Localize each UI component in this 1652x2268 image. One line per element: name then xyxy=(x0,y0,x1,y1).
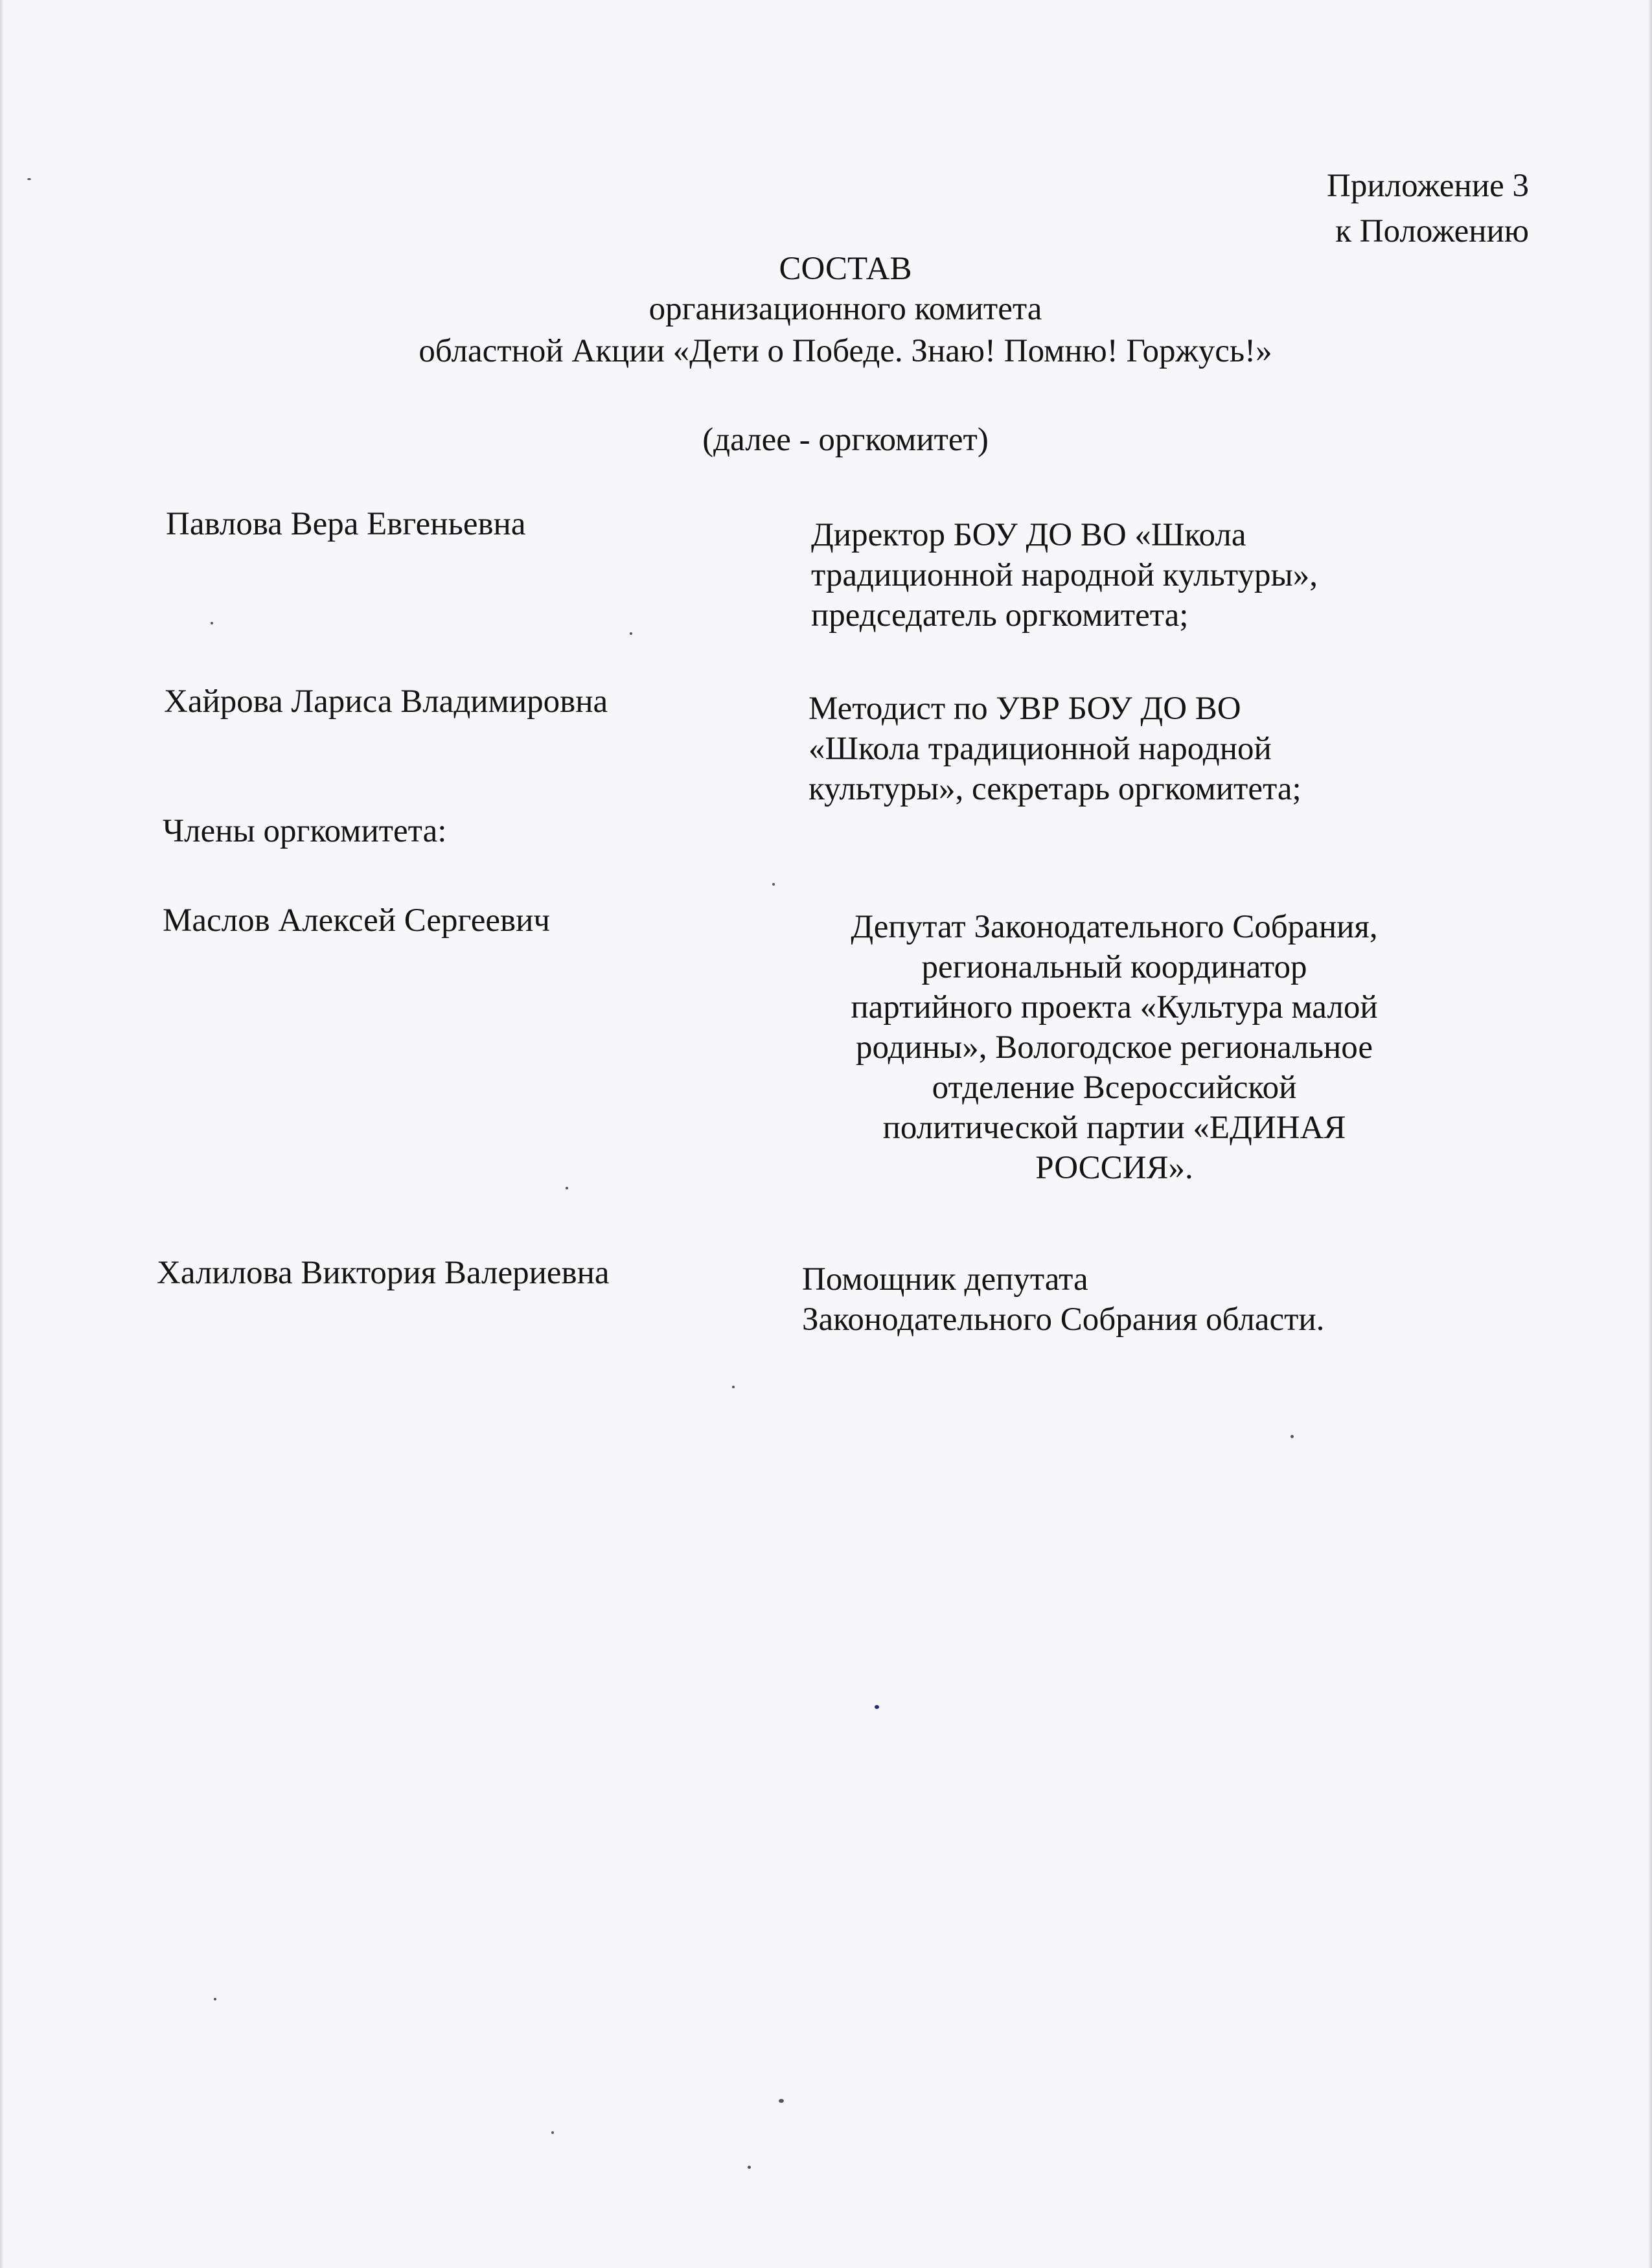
member-name-khalilova: Халилова Виктория Валериевна xyxy=(157,1255,610,1291)
scan-speck xyxy=(27,178,31,180)
role-line: Помощник депутата xyxy=(802,1261,1088,1298)
scan-speck xyxy=(748,2166,751,2169)
document-title: СОСТАВ xyxy=(779,251,912,287)
role-line: родины», Вологодское региональное xyxy=(855,1029,1373,1066)
scan-edge-left xyxy=(0,0,4,2268)
role-line: РОССИЯ». xyxy=(1035,1150,1193,1186)
scan-speck xyxy=(772,883,775,886)
role-line: политической партии «ЕДИНАЯ xyxy=(882,1110,1346,1146)
members-label: Члены оргкомитета: xyxy=(163,813,447,849)
role-line: партийного проекта «Культура малой xyxy=(851,989,1378,1025)
role-line: Депутат Законодательного Собрания, xyxy=(851,909,1378,945)
appendix-line-2: к Положению xyxy=(1335,213,1529,249)
heading-line-3: областной Акции «Дети о Победе. Знаю! Помню! Горжусь!» xyxy=(419,333,1272,369)
scan-speck xyxy=(211,622,213,624)
role-line: Директор БОУ ДО ВО «Школа xyxy=(811,517,1246,553)
member-role-pavlova xyxy=(811,515,1318,636)
member-name-pavlova: Павлова Вера Евгеньевна xyxy=(166,506,526,542)
role-line: культуры», секретарь оргкомитета; xyxy=(809,771,1302,807)
scan-speck xyxy=(551,2131,554,2134)
member-role-khairova xyxy=(809,689,1302,809)
appendix-line-1: Приложение 3 xyxy=(1327,168,1529,204)
scan-speck xyxy=(630,632,632,635)
role-line: отделение Всероссийской xyxy=(932,1070,1297,1106)
role-line: «Школа традиционной народной xyxy=(809,731,1272,767)
scan-speck xyxy=(566,1187,568,1189)
scan-speck xyxy=(779,2099,784,2103)
scan-edge-right xyxy=(1648,0,1652,2268)
member-name-maslov: Маслов Алексей Сергеевич xyxy=(163,902,551,939)
role-line: председатель оргкомитета; xyxy=(811,597,1189,634)
role-line: региональный координатор xyxy=(921,949,1307,985)
heading-line-4: (далее - оргкомитет) xyxy=(702,422,989,458)
scan-speck xyxy=(214,1998,216,2000)
role-line: Законодательного Собрания области. xyxy=(802,1301,1325,1338)
role-line: традиционной народной культуры», xyxy=(811,557,1318,593)
scan-speck xyxy=(875,1705,879,1709)
role-line: Методист по УВР БОУ ДО ВО xyxy=(809,691,1241,727)
member-name-khairova: Хайрова Лариса Владимировна xyxy=(164,683,608,720)
heading-line-2: организационного комитета xyxy=(648,291,1042,327)
member-role-maslov xyxy=(797,907,1432,1188)
scan-speck xyxy=(1291,1435,1294,1438)
scan-speck xyxy=(732,1386,735,1388)
member-role-khalilova xyxy=(802,1259,1324,1340)
